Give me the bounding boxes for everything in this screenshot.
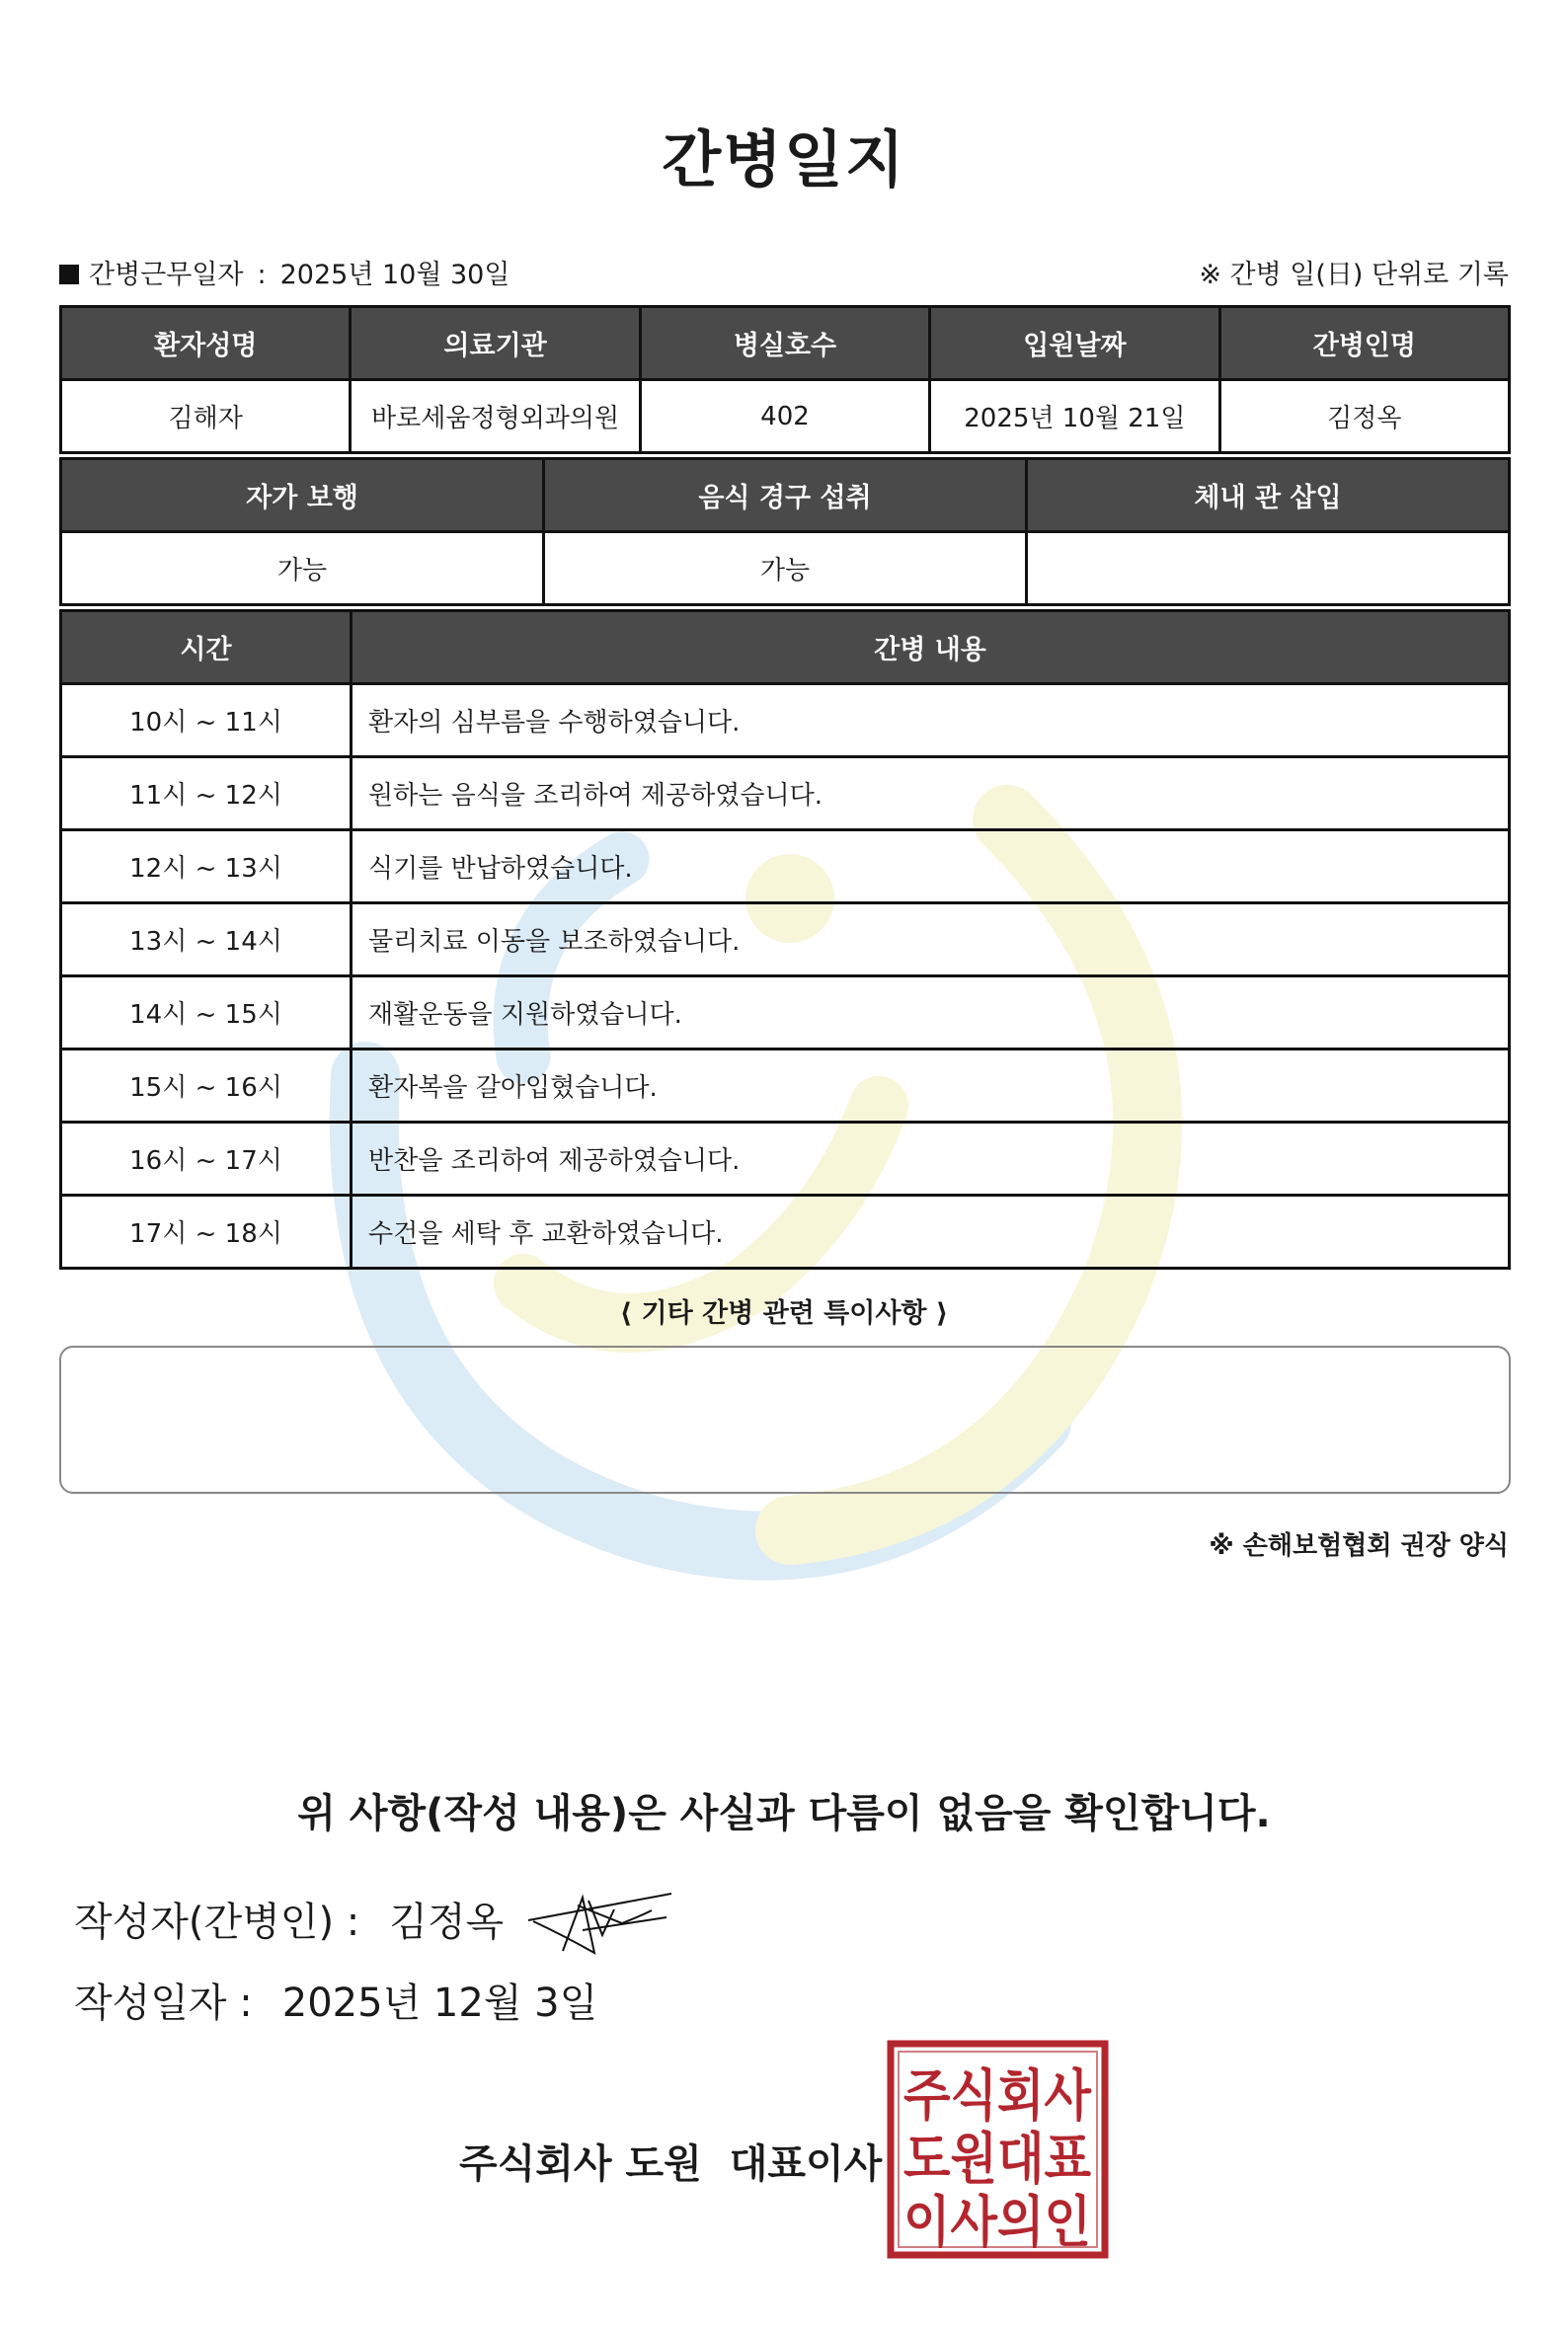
work-date-value: 2025년 10월 30일	[279, 260, 510, 290]
seal-line-3: 이사의인	[903, 2191, 1091, 2255]
write-date-label: 작성일자 :	[74, 1981, 253, 2026]
confirmation-statement: 위 사항(작성 내용)은 사실과 다름이 없음을 확인합니다.	[297, 1791, 1271, 1836]
table-row	[61, 976, 1510, 1049]
log-time: 14시 ~ 15시	[61, 976, 352, 1049]
care-log-table	[59, 609, 1511, 1270]
log-time: 16시 ~ 17시	[61, 1123, 352, 1196]
header-tube-insertion: 체내 관 삽입	[1027, 459, 1510, 532]
patient-name: 김해자	[61, 380, 351, 453]
tube-insertion-value	[1027, 532, 1510, 605]
room-number: 402	[640, 380, 929, 453]
work-date-separator: :	[257, 260, 267, 290]
company-role: 대표이사	[729, 2141, 883, 2187]
table-row	[61, 1049, 1510, 1123]
header-room-number: 병실호수	[640, 307, 929, 380]
log-content: 물리치료 이동을 보조하였습니다.	[352, 903, 1510, 976]
table-row	[61, 903, 1510, 976]
table-row	[61, 380, 1510, 453]
header-caregiver-name: 간병인명	[1219, 307, 1509, 380]
recommend-note: ※ 손해보험협회 권장 양식	[1209, 1531, 1509, 1561]
table-row	[61, 532, 1510, 605]
header-admission-date: 입원날짜	[930, 307, 1219, 380]
writer-name: 김정옥	[389, 1900, 505, 1945]
log-time: 11시 ~ 12시	[61, 757, 352, 830]
table-header-row	[61, 611, 1510, 684]
log-time: 12시 ~ 13시	[61, 830, 352, 903]
log-content: 식기를 반납하였습니다.	[352, 830, 1510, 903]
unit-note: ※ 간병 일(日) 단위로 기록	[1199, 260, 1509, 290]
log-time: 15시 ~ 16시	[61, 1049, 352, 1123]
company-seal-stamp-icon	[887, 2040, 1109, 2259]
write-date-value: 2025년 12월 3일	[281, 1981, 598, 2026]
caregiver-name: 김정옥	[1219, 380, 1509, 453]
table-header-row	[61, 459, 1510, 532]
table-row	[61, 684, 1510, 757]
log-content: 반찬을 조리하여 제공하였습니다.	[352, 1123, 1510, 1196]
square-bullet-icon	[59, 265, 79, 284]
table-row	[61, 1123, 1510, 1196]
table-row	[61, 1196, 1510, 1269]
table-header-row	[61, 307, 1510, 380]
log-time: 10시 ~ 11시	[61, 684, 352, 757]
log-content: 수건을 세탁 후 교환하였습니다.	[352, 1196, 1510, 1269]
writer-label: 작성자(간병인) :	[74, 1900, 360, 1945]
patient-status-table	[59, 457, 1511, 606]
self-walking-value: 가능	[61, 532, 544, 605]
write-date-line	[74, 1972, 597, 2028]
header-care-content: 간병 내용	[352, 611, 1510, 684]
log-content: 환자복을 갈아입혔습니다.	[352, 1049, 1510, 1123]
work-date-line	[59, 253, 510, 291]
document-title: 간병일지	[662, 123, 906, 195]
patient-info-table	[59, 305, 1511, 454]
company-name: 주식회사 도원	[459, 2141, 702, 2187]
remarks-title: ⟨ 기타 간병 관련 특이사항 ⟩	[619, 1298, 949, 1329]
hospital-name: 바로세움정형외과의원	[351, 380, 640, 453]
table-row	[61, 757, 1510, 830]
header-self-walking: 자가 보행	[61, 459, 544, 532]
header-hospital: 의료기관	[351, 307, 640, 380]
oral-intake-value: 가능	[544, 532, 1027, 605]
work-date-label: 간병근무일자	[89, 260, 244, 290]
writer-line	[74, 1891, 504, 1947]
log-time: 13시 ~ 14시	[61, 903, 352, 976]
log-content: 환자의 심부름을 수행하였습니다.	[352, 684, 1510, 757]
log-time: 17시 ~ 18시	[61, 1196, 352, 1269]
table-row	[61, 830, 1510, 903]
company-line	[459, 2133, 882, 2189]
admission-date: 2025년 10월 21일	[930, 380, 1219, 453]
header-patient-name: 환자성명	[61, 307, 351, 380]
handwritten-signature-icon	[523, 1876, 681, 1955]
seal-line-1: 주식회사	[903, 2064, 1092, 2129]
log-content: 원하는 음식을 조리하여 제공하였습니다.	[352, 757, 1510, 830]
header-time: 시간	[61, 611, 352, 684]
header-oral-intake: 음식 경구 섭취	[544, 459, 1027, 532]
seal-line-2: 도원대표	[903, 2128, 1091, 2192]
log-content: 재활운동을 지원하였습니다.	[352, 976, 1510, 1049]
remarks-box	[59, 1346, 1511, 1494]
